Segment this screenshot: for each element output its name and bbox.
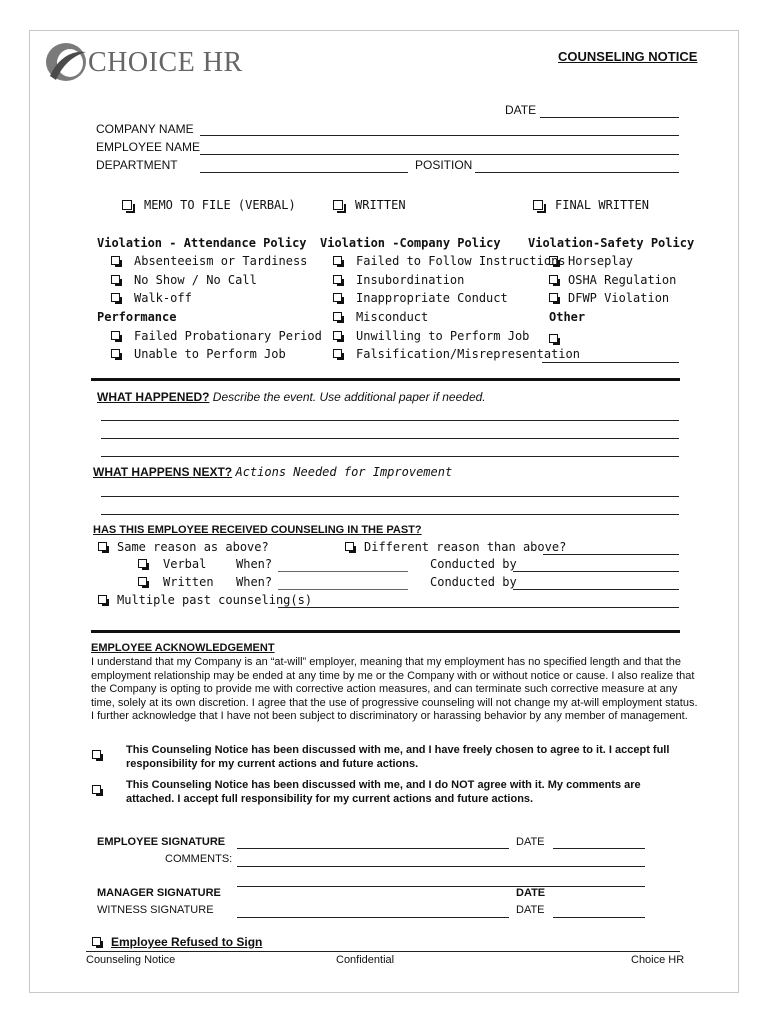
- what-next-line-1[interactable]: [101, 496, 679, 497]
- option-label: Verbal: [163, 557, 207, 571]
- verbal-when-field[interactable]: [278, 571, 408, 572]
- violation-item-failed-instructions[interactable]: [333, 254, 566, 268]
- witness-date-field[interactable]: [553, 917, 645, 918]
- employee-name-field[interactable]: [200, 154, 679, 155]
- violation-item-walk-off[interactable]: [111, 291, 192, 305]
- option-label: Multiple past counseling(s): [117, 593, 313, 607]
- position-field[interactable]: [475, 172, 679, 173]
- refused-label: Employee Refused to Sign: [111, 935, 263, 949]
- checkbox-icon[interactable]: [122, 200, 132, 210]
- violation-item-dfwp[interactable]: [549, 291, 669, 305]
- checkbox-icon[interactable]: [533, 200, 543, 210]
- multiple-counseling-option[interactable]: [98, 593, 312, 607]
- written-option[interactable]: [138, 575, 214, 589]
- item-label: Horseplay: [568, 254, 634, 268]
- written-conducted-by-field[interactable]: [513, 589, 679, 590]
- different-reason-option[interactable]: [345, 540, 566, 554]
- what-happened-line-2[interactable]: [101, 438, 679, 439]
- what-next-instruction: Actions Needed for Improvement: [235, 465, 453, 479]
- violation-item-osha[interactable]: [549, 273, 676, 287]
- witness-date-label: DATE: [516, 904, 545, 916]
- what-next-title: WHAT HAPPENS NEXT?: [93, 465, 233, 479]
- item-label: Inappropriate Conduct: [356, 291, 508, 305]
- notice-type-label: MEMO TO FILE (VERBAL): [144, 198, 296, 212]
- footer-left: Counseling Notice: [86, 954, 176, 966]
- what-next-heading: [93, 465, 452, 479]
- option-label: Different reason than above?: [364, 540, 567, 554]
- choice-hr-logo: [42, 40, 262, 84]
- option-label: Written: [163, 575, 214, 589]
- item-label: Unable to Perform Job: [134, 347, 286, 361]
- violation-item-unwilling[interactable]: [333, 329, 529, 343]
- violation-item-inappropriate-conduct[interactable]: [333, 291, 508, 305]
- footer-right: Choice HR: [631, 954, 685, 966]
- acknowledgement-heading: EMPLOYEE ACKNOWLEDGEMENT: [91, 642, 275, 654]
- footer-center: Confidential: [336, 954, 395, 966]
- agree-checkbox[interactable]: [92, 746, 101, 764]
- attendance-heading: Violation - Attendance Policy: [97, 236, 307, 250]
- employee-signature-label: EMPLOYEE SIGNATURE: [97, 836, 226, 848]
- checkbox-icon[interactable]: [92, 750, 101, 759]
- witness-signature-field[interactable]: [237, 917, 509, 918]
- checkbox-icon[interactable]: [549, 256, 558, 265]
- checkbox-icon[interactable]: [333, 312, 342, 321]
- item-label: Walk-off: [134, 291, 192, 305]
- performance-heading: Performance: [97, 310, 177, 324]
- checkbox-icon[interactable]: [549, 334, 558, 343]
- item-label: Insubordination: [356, 273, 465, 287]
- comments-line-2[interactable]: [237, 886, 645, 887]
- violation-item-insubordination[interactable]: [333, 273, 464, 287]
- employee-date-field[interactable]: [553, 848, 645, 849]
- verbal-when-label: When?: [236, 557, 273, 571]
- disagree-statement: This Counseling Notice has been discussed with me, and I do NOT agree with it. My comments are attached. I accept full responsibility for my current actions and future actions.: [126, 779, 641, 805]
- witness-signature-label: WITNESS SIGNATURE: [97, 904, 214, 916]
- item-label: Failed to Follow Instructions: [356, 254, 566, 268]
- item-label: Unwilling to Perform Job: [356, 329, 530, 343]
- refused-to-sign-option[interactable]: [92, 935, 262, 949]
- written-when-label: When?: [236, 575, 273, 589]
- checkbox-icon[interactable]: [98, 595, 107, 604]
- employee-name-label: EMPLOYEE NAME: [96, 140, 201, 154]
- multiple-counseling-field[interactable]: [278, 607, 679, 608]
- department-field[interactable]: [200, 172, 408, 173]
- notice-type-memo[interactable]: [122, 198, 296, 212]
- what-happened-title: WHAT HAPPENED?: [97, 390, 210, 404]
- what-happened-heading: [97, 390, 486, 404]
- violation-item-failed-probation[interactable]: [111, 329, 322, 343]
- footer-rule: [86, 951, 680, 952]
- department-label: DEPARTMENT: [96, 158, 178, 172]
- safety-policy-heading: Violation-Safety Policy: [528, 236, 695, 250]
- other-field[interactable]: [542, 362, 679, 363]
- checkbox-icon[interactable]: [549, 293, 558, 302]
- checkbox-icon[interactable]: [333, 331, 342, 340]
- notice-type-label: FINAL WRITTEN: [555, 198, 649, 212]
- item-label: OSHA Regulation: [568, 273, 677, 287]
- section-divider: [91, 378, 680, 381]
- checkbox-icon[interactable]: [333, 200, 343, 210]
- employee-signature-field[interactable]: [237, 848, 509, 849]
- checkbox-icon[interactable]: [92, 785, 101, 794]
- violation-item-misconduct[interactable]: [333, 310, 428, 324]
- item-label: Failed Probationary Period: [134, 329, 322, 343]
- logo-text: CHOICE HR: [88, 47, 243, 78]
- comments-line-1[interactable]: [237, 866, 645, 867]
- item-label: Falsification/Misrepresentation: [356, 347, 580, 361]
- position-label: POSITION: [415, 158, 473, 172]
- checkbox-icon[interactable]: [138, 577, 147, 586]
- item-label: Absenteeism or Tardiness: [134, 254, 308, 268]
- manager-signature-label: MANAGER SIGNATURE: [97, 887, 221, 899]
- violation-item-no-show[interactable]: [111, 273, 257, 287]
- violation-item-absenteeism[interactable]: [111, 254, 307, 268]
- violation-item-falsification[interactable]: [333, 347, 580, 361]
- checkbox-icon[interactable]: [111, 275, 120, 284]
- verbal-conducted-by-label: Conducted by: [430, 557, 517, 571]
- written-conducted-by-label: Conducted by: [430, 575, 517, 589]
- date-field[interactable]: [540, 117, 679, 118]
- checkbox-icon[interactable]: [111, 256, 120, 265]
- checkbox-icon[interactable]: [111, 331, 120, 340]
- past-counseling-heading: HAS THIS EMPLOYEE RECEIVED COUNSELING IN THE PAST?: [93, 524, 422, 536]
- logo-swoosh-icon: [42, 40, 90, 84]
- violation-item-horseplay[interactable]: [549, 254, 633, 268]
- notice-type-label: WRITTEN: [355, 198, 406, 212]
- what-next-line-2[interactable]: [101, 514, 679, 515]
- comments-label: COMMENTS:: [165, 853, 233, 865]
- item-label: No Show / No Call: [134, 273, 257, 287]
- other-heading: Other: [549, 310, 586, 324]
- item-label: Misconduct: [356, 310, 429, 324]
- checkbox-icon[interactable]: [333, 275, 342, 284]
- what-happened-line-3[interactable]: [101, 456, 679, 457]
- checkbox-icon[interactable]: [138, 559, 147, 568]
- same-reason-option[interactable]: [98, 540, 269, 554]
- checkbox-icon[interactable]: [333, 349, 342, 358]
- checkbox-icon[interactable]: [111, 293, 120, 302]
- different-reason-field[interactable]: [543, 554, 679, 555]
- checkbox-icon[interactable]: [333, 256, 342, 265]
- company-policy-heading: Violation -Company Policy: [320, 236, 501, 250]
- document-title: COUNSELING NOTICE: [558, 49, 698, 64]
- date-label: DATE: [505, 103, 537, 117]
- acknowledgement-body: I understand that my Company is an “at-will” employer, meaning that my employment has no specified length and that the employment relationship may be ended at any time by me or the Company with or without notice or cause. I also realize that the Company is opting to provide me with corrective action measures, and can terminate such corrective measure at any time, solely at its own discretion. I agree that the use of progressive counseling will not change my at-will employment status. I further acknowledge that I have not been subject to discriminatory or harassing behavior by any member of management.: [91, 656, 698, 722]
- manager-date-label: DATE: [516, 887, 546, 899]
- section-divider: [91, 630, 680, 633]
- item-label: DFWP Violation: [568, 291, 670, 305]
- checkbox-icon[interactable]: [549, 275, 558, 284]
- company-name-label: COMPANY NAME: [96, 122, 194, 136]
- disagree-checkbox[interactable]: [92, 781, 101, 799]
- company-name-field[interactable]: [200, 135, 679, 136]
- checkbox-icon[interactable]: [345, 542, 354, 551]
- verbal-conducted-by-field[interactable]: [513, 571, 679, 572]
- other-checkbox[interactable]: [549, 330, 558, 348]
- employee-date-label: DATE: [516, 836, 545, 848]
- written-when-field[interactable]: [278, 589, 408, 590]
- violation-item-unable-perform[interactable]: [111, 347, 286, 361]
- notice-type-final-written[interactable]: [533, 198, 649, 212]
- checkbox-icon[interactable]: [111, 349, 120, 358]
- what-happened-instruction: Describe the event. Use additional paper if needed.: [212, 390, 486, 404]
- verbal-option[interactable]: [138, 557, 206, 571]
- option-label: Same reason as above?: [117, 540, 269, 554]
- agree-statement: This Counseling Notice has been discussed with me, and I have freely chosen to agree to it. I accept full responsibility for my current actions and future actions.: [126, 744, 670, 770]
- checkbox-icon[interactable]: [98, 542, 107, 551]
- what-happened-line-1[interactable]: [101, 420, 679, 421]
- checkbox-icon[interactable]: [333, 293, 342, 302]
- checkbox-icon[interactable]: [92, 937, 101, 946]
- notice-type-written[interactable]: [333, 198, 406, 212]
